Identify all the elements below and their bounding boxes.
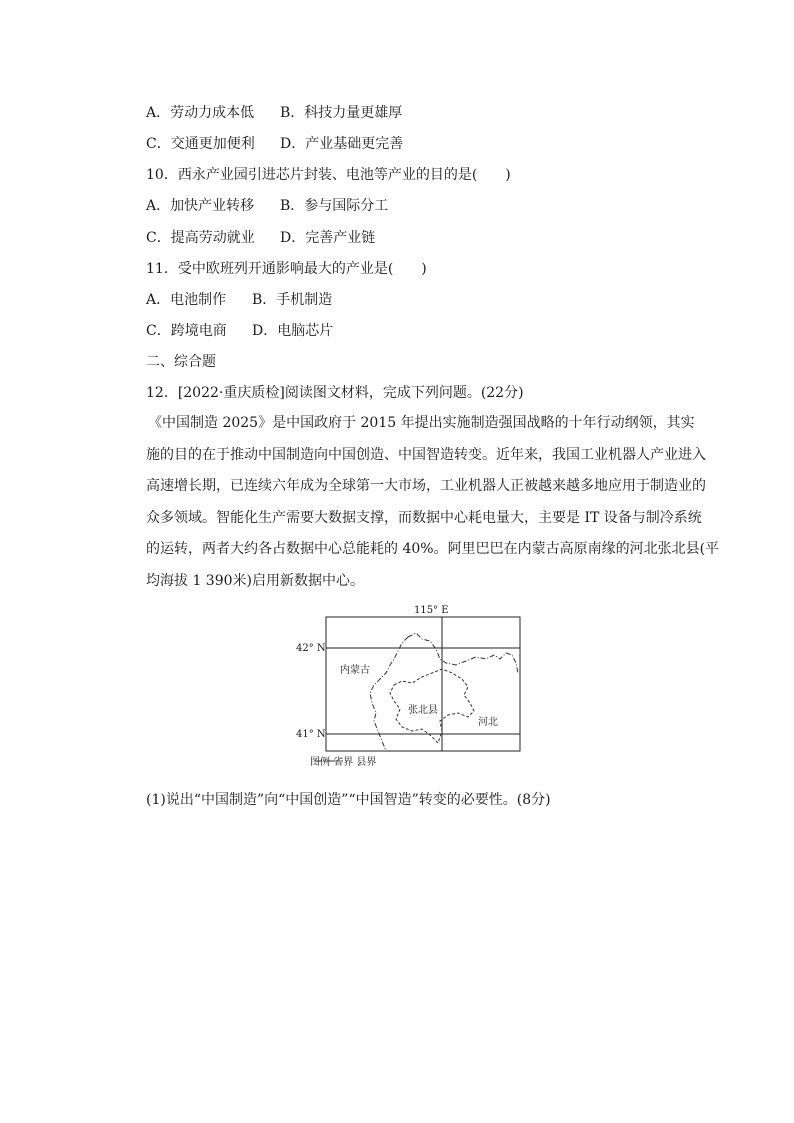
label-zhangbei: 张北县 xyxy=(408,705,438,716)
q11-option-c: C．跨境电商 xyxy=(146,323,227,339)
q9-option-a: A．劳动力成本低 xyxy=(146,105,255,121)
q10-option-b: B．参与国际分工 xyxy=(280,198,389,214)
lon-label: 115° E xyxy=(414,605,449,616)
map-legend xyxy=(310,757,376,769)
q11-option-a: A．电池制作 xyxy=(146,292,227,308)
q9-option-d: D．产业基础更完善 xyxy=(280,136,404,152)
material-line: 的运转，两者大约各占数据中心总能耗的 40%。阿里巴巴在内蒙古高原南缘的河北张北县(平 xyxy=(146,541,720,557)
map-drawing xyxy=(290,603,530,773)
q10-option-c: C．提高劳动就业 xyxy=(146,230,255,246)
q11-option-b: B．手机制造 xyxy=(252,292,333,308)
q9-option-b: B．科技力量更雄厚 xyxy=(280,105,403,121)
section-heading: 二、综合题 xyxy=(146,354,216,370)
zhangbei-map xyxy=(290,603,530,773)
material-line: 均海拔 1 390米)启用新数据中心。 xyxy=(146,572,364,589)
legend-title: 图例 xyxy=(310,757,330,768)
q11-stem: 11．受中欧班列开通影响最大的产业是( ) xyxy=(146,261,427,277)
q11-option-d: D．电脑芯片 xyxy=(252,323,334,339)
province-boundary xyxy=(370,633,518,751)
lat-42-label: 42° N xyxy=(296,643,326,654)
material-line: 《中国制造 2025》是中国政府于 2015 年提出实施制造强国战略的十年行动纲领，其实 xyxy=(148,415,695,431)
q10-option-a: A．加快产业转移 xyxy=(146,198,255,214)
q10-option-d: D．完善产业链 xyxy=(280,230,376,246)
legend-county-symbol xyxy=(326,757,344,765)
label-hebei: 河北 xyxy=(478,717,498,728)
q12-material xyxy=(146,408,720,597)
q12-stem: 12．[2022·重庆质检]阅读图文材料，完成下列问题。(22分) xyxy=(146,385,524,401)
material-line: 众多领域。智能化生产需要大数据支撑，而数据中心耗电量大，主要是 IT 设备与制冷系统 xyxy=(146,509,702,526)
q9-option-c: C．交通更加便利 xyxy=(146,136,255,152)
q10-stem: 10．西永产业园引进芯片封装、电池等产业的目的是( ) xyxy=(146,167,511,183)
lat-41-label: 41° N xyxy=(296,729,326,740)
material-line: 高速增长期，已连续六年成为全球第一大市场，工业机器人正被越来越多地应用于制造业的 xyxy=(146,478,706,494)
q12-sub1: (1)说出“中国制造”向“中国创造”“中国智造”转变的必要性。(8分) xyxy=(146,792,551,808)
label-inner-mongolia: 内蒙古 xyxy=(340,665,370,676)
map-frame xyxy=(326,617,520,751)
material-line: 施的目的在于推动中国制造向中国创造、中国智造转变。近年来，我国工业机器人产业进入 xyxy=(146,446,706,463)
legend-county-label: 县界 xyxy=(356,757,377,768)
legend-province-label: 省界 xyxy=(333,757,354,768)
